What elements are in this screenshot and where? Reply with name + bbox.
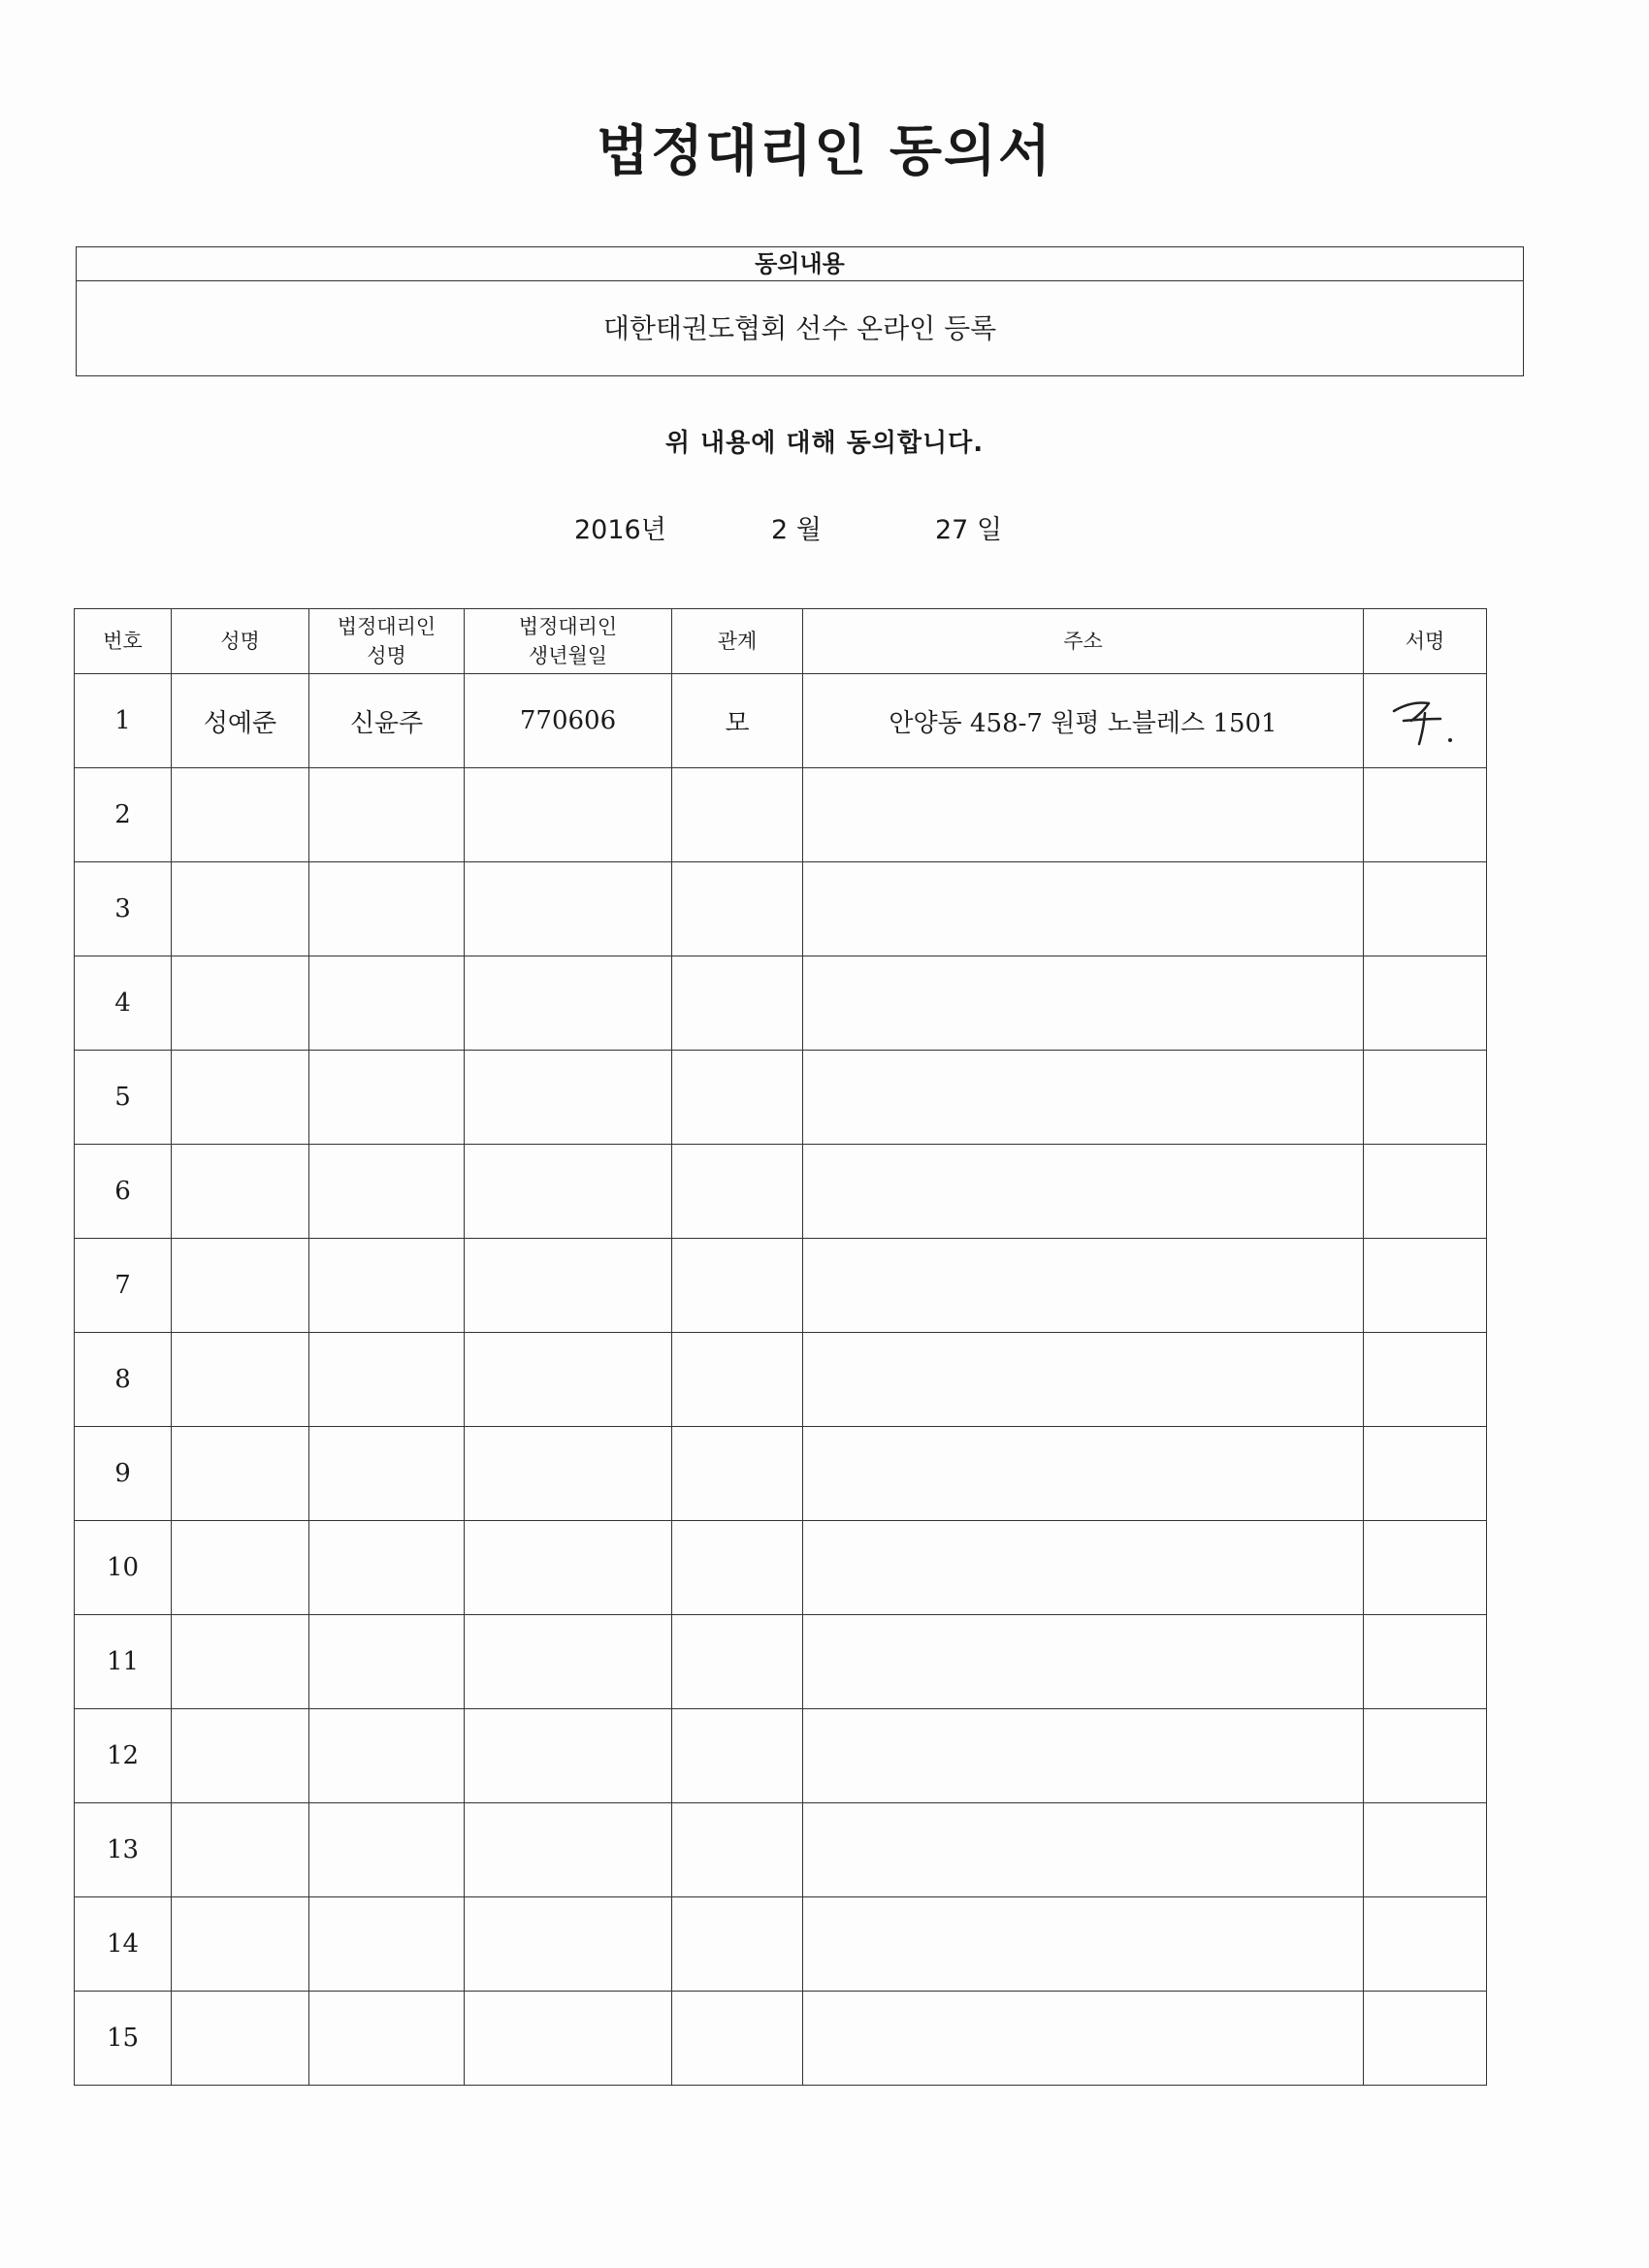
row-signature bbox=[1364, 1145, 1487, 1239]
row-guardian-birth bbox=[465, 1145, 672, 1239]
table-row bbox=[75, 1709, 1487, 1803]
header-guardian-birth-line2: 생년월일 bbox=[528, 644, 608, 667]
row-address bbox=[803, 1803, 1364, 1897]
row-address bbox=[803, 1897, 1364, 1992]
row-guardian-birth bbox=[465, 1803, 672, 1897]
header-guardian-name bbox=[309, 609, 465, 674]
header-name: 성명 bbox=[172, 609, 309, 674]
row-relation bbox=[672, 1709, 803, 1803]
row-guardian-name bbox=[309, 1992, 465, 2086]
row-guardian-birth bbox=[465, 1709, 672, 1803]
row-signature bbox=[1364, 1803, 1487, 1897]
row-relation bbox=[672, 1427, 803, 1521]
date-month: 2 월 bbox=[771, 515, 822, 545]
row-signature bbox=[1364, 1615, 1487, 1709]
row-number: 15 bbox=[75, 1992, 172, 2086]
row-number: 12 bbox=[75, 1709, 172, 1803]
row-guardian-name bbox=[309, 862, 465, 956]
row-relation bbox=[672, 768, 803, 862]
row-guardian-birth bbox=[465, 1615, 672, 1709]
row-name bbox=[172, 1615, 309, 1709]
row-name bbox=[172, 1803, 309, 1897]
table-row bbox=[75, 1615, 1487, 1709]
table-row bbox=[75, 1333, 1487, 1427]
row-address bbox=[803, 1709, 1364, 1803]
row-guardian-name bbox=[309, 1521, 465, 1615]
row-address bbox=[803, 1051, 1364, 1145]
row-guardian-name: 신윤주 bbox=[309, 674, 465, 768]
row-relation bbox=[672, 956, 803, 1051]
row-name bbox=[172, 1239, 309, 1333]
row-address bbox=[803, 1992, 1364, 2086]
row-number: 10 bbox=[75, 1521, 172, 1615]
row-name bbox=[172, 1333, 309, 1427]
guardian-roster-table bbox=[74, 608, 1487, 2086]
table-row bbox=[75, 768, 1487, 862]
row-name bbox=[172, 1521, 309, 1615]
row-guardian-name bbox=[309, 768, 465, 862]
row-number: 11 bbox=[75, 1615, 172, 1709]
row-number: 8 bbox=[75, 1333, 172, 1427]
row-relation: 모 bbox=[672, 674, 803, 768]
row-guardian-birth bbox=[465, 768, 672, 862]
row-guardian-name bbox=[309, 1239, 465, 1333]
row-number: 13 bbox=[75, 1803, 172, 1897]
row-guardian-name bbox=[309, 956, 465, 1051]
row-signature bbox=[1364, 1992, 1487, 2086]
row-guardian-birth bbox=[465, 1992, 672, 2086]
row-signature bbox=[1364, 1427, 1487, 1521]
header-signature: 서명 bbox=[1364, 609, 1487, 674]
header-number: 번호 bbox=[75, 609, 172, 674]
consent-heading: 동의내용 bbox=[77, 247, 1523, 281]
document-title: 법정대리인 동의서 bbox=[596, 120, 1053, 183]
consent-content: 대한태권도협회 선수 온라인 등록 bbox=[602, 312, 997, 344]
table-row bbox=[75, 956, 1487, 1051]
row-number: 6 bbox=[75, 1145, 172, 1239]
header-guardian-name-line1: 법정대리인 bbox=[337, 615, 436, 638]
row-address bbox=[803, 1145, 1364, 1239]
row-signature bbox=[1364, 1709, 1487, 1803]
row-signature bbox=[1364, 956, 1487, 1051]
table-row bbox=[75, 862, 1487, 956]
row-relation bbox=[672, 1239, 803, 1333]
row-relation bbox=[672, 1615, 803, 1709]
row-address bbox=[803, 862, 1364, 956]
row-relation bbox=[672, 862, 803, 956]
row-signature bbox=[1364, 1239, 1487, 1333]
row-guardian-birth bbox=[465, 1051, 672, 1145]
row-address bbox=[803, 1521, 1364, 1615]
row-address: 안양동 458-7 원평 노블레스 1501 bbox=[803, 674, 1364, 768]
header-guardian-birth bbox=[465, 609, 672, 674]
row-relation bbox=[672, 1897, 803, 1992]
row-signature bbox=[1364, 768, 1487, 862]
table-body bbox=[75, 674, 1487, 2086]
row-number: 14 bbox=[75, 1897, 172, 1992]
row-guardian-name bbox=[309, 1709, 465, 1803]
row-guardian-birth bbox=[465, 1521, 672, 1615]
row-guardian-birth bbox=[465, 1897, 672, 1992]
row-signature bbox=[1364, 1521, 1487, 1615]
row-guardian-name bbox=[309, 1145, 465, 1239]
row-signature bbox=[1364, 674, 1487, 768]
row-name bbox=[172, 956, 309, 1051]
row-relation bbox=[672, 1992, 803, 2086]
row-relation bbox=[672, 1521, 803, 1615]
table-row bbox=[75, 1992, 1487, 2086]
header-guardian-birth-line1: 법정대리인 bbox=[518, 615, 618, 638]
row-guardian-name bbox=[309, 1051, 465, 1145]
row-relation bbox=[672, 1051, 803, 1145]
row-number: 2 bbox=[75, 768, 172, 862]
header-address: 주소 bbox=[803, 609, 1364, 674]
row-signature bbox=[1364, 1897, 1487, 1992]
table-row bbox=[75, 1145, 1487, 1239]
row-guardian-name bbox=[309, 1803, 465, 1897]
row-guardian-name bbox=[309, 1427, 465, 1521]
row-name bbox=[172, 1709, 309, 1803]
row-address bbox=[803, 1333, 1364, 1427]
date-day: 27 일 bbox=[935, 515, 1003, 545]
row-name bbox=[172, 1427, 309, 1521]
table-row bbox=[75, 1427, 1487, 1521]
row-address bbox=[803, 1239, 1364, 1333]
row-signature bbox=[1364, 1333, 1487, 1427]
row-name bbox=[172, 768, 309, 862]
row-number: 3 bbox=[75, 862, 172, 956]
handwritten-signature-mark bbox=[1386, 692, 1464, 750]
row-number: 7 bbox=[75, 1239, 172, 1333]
row-address bbox=[803, 1427, 1364, 1521]
row-number: 1 bbox=[75, 674, 172, 768]
table-row bbox=[75, 1239, 1487, 1333]
agree-statement: 위 내용에 대해 동의합니다. bbox=[664, 429, 985, 458]
row-guardian-name bbox=[309, 1615, 465, 1709]
row-guardian-birth bbox=[465, 1333, 672, 1427]
row-number: 4 bbox=[75, 956, 172, 1051]
row-guardian-birth bbox=[465, 956, 672, 1051]
row-guardian-birth bbox=[465, 862, 672, 956]
row-relation bbox=[672, 1145, 803, 1239]
row-guardian-name bbox=[309, 1333, 465, 1427]
consent-box bbox=[76, 246, 1524, 376]
row-address bbox=[803, 1615, 1364, 1709]
row-number: 9 bbox=[75, 1427, 172, 1521]
row-name bbox=[172, 1051, 309, 1145]
row-name: 성예준 bbox=[172, 674, 309, 768]
table-row bbox=[75, 1521, 1487, 1615]
row-guardian-birth bbox=[465, 1239, 672, 1333]
row-guardian-birth bbox=[465, 1427, 672, 1521]
row-name bbox=[172, 1897, 309, 1992]
row-guardian-name bbox=[309, 1897, 465, 1992]
date-year: 2016년 bbox=[574, 515, 666, 545]
header-guardian-name-line2: 성명 bbox=[367, 644, 406, 667]
row-address bbox=[803, 768, 1364, 862]
row-number: 5 bbox=[75, 1051, 172, 1145]
row-name bbox=[172, 862, 309, 956]
row-name bbox=[172, 1145, 309, 1239]
row-guardian-birth: 770606 bbox=[465, 674, 672, 768]
row-name bbox=[172, 1992, 309, 2086]
row-relation bbox=[672, 1803, 803, 1897]
table-row bbox=[75, 1051, 1487, 1145]
header-relation: 관계 bbox=[672, 609, 803, 674]
row-signature bbox=[1364, 1051, 1487, 1145]
table-header-row bbox=[75, 609, 1487, 674]
table-row bbox=[75, 674, 1487, 768]
row-address bbox=[803, 956, 1364, 1051]
table-row bbox=[75, 1897, 1487, 1992]
row-relation bbox=[672, 1333, 803, 1427]
row-signature bbox=[1364, 862, 1487, 956]
table-row bbox=[75, 1803, 1487, 1897]
